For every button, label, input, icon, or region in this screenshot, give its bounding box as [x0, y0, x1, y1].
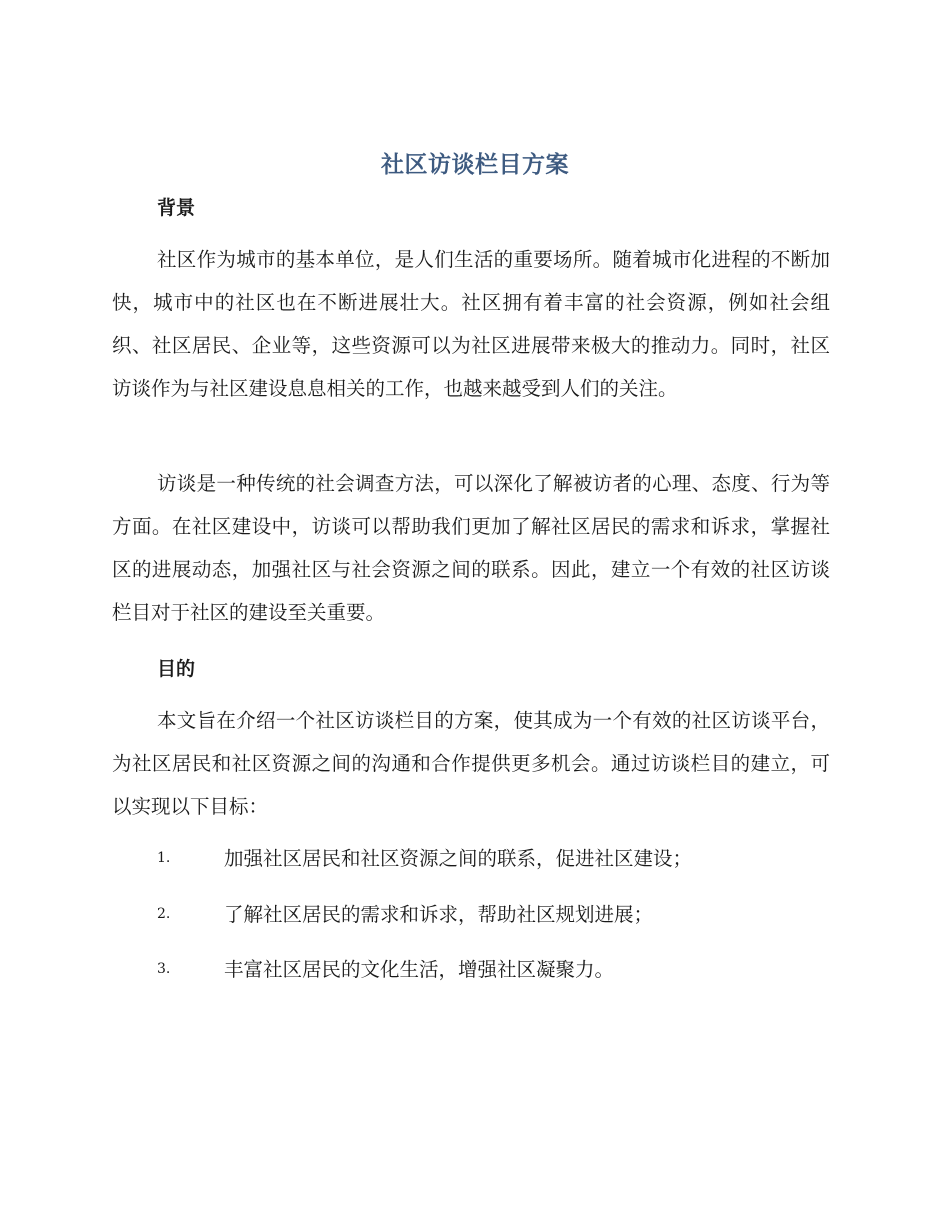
- document-title: 社区访谈栏目方案: [381, 152, 569, 178]
- list-item: [0, 900, 950, 930]
- paragraph-background-1: 社区作为城市的基本单位，是人们生活的重要场所。随着城市化进程的不断加快，城市中的社区也在不断进展壮大。社区拥有着丰富的社会资源，例如社会组织、社区居民、企业等，这些资源可以为社区进展带来极大的推动力。同时，社区访谈作为与社区建设息息相关的工作，也越来越受到人们的关注。: [112, 248, 830, 400]
- list-item-number: 2.: [157, 906, 171, 922]
- list-item: [0, 955, 950, 985]
- section-heading-background: 背景: [157, 197, 196, 219]
- paragraph-purpose-1: 本文旨在介绍一个社区访谈栏目的方案，使其成为一个有效的社区访谈平台，为社区居民和社区资源之间的沟通和合作提供更多机会。通过访谈栏目的建立，可以实现以下目标：: [112, 709, 830, 818]
- list-item-text: 丰富社区居民的文化生活，增强社区凝聚力。: [224, 958, 615, 981]
- list-item-text: 加强社区居民和社区资源之间的联系，促进社区建设；: [224, 847, 693, 870]
- list-item-text: 了解社区居民的需求和诉求，帮助社区规划进展；: [224, 903, 654, 926]
- section-heading-purpose: 目的: [157, 658, 196, 680]
- list-item: [0, 844, 950, 874]
- paragraph-background-2: 访谈是一种传统的社会调查方法，可以深化了解被访者的心理、态度、行为等方面。在社区建设中，访谈可以帮助我们更加了解社区居民的需求和诉求，掌握社区的进展动态，加强社区与社会资源之间的联系。因此，建立一个有效的社区访谈栏目对于社区的建设至关重要。: [112, 472, 830, 624]
- list-item-number: 1.: [157, 850, 171, 866]
- list-item-number: 3.: [157, 961, 171, 977]
